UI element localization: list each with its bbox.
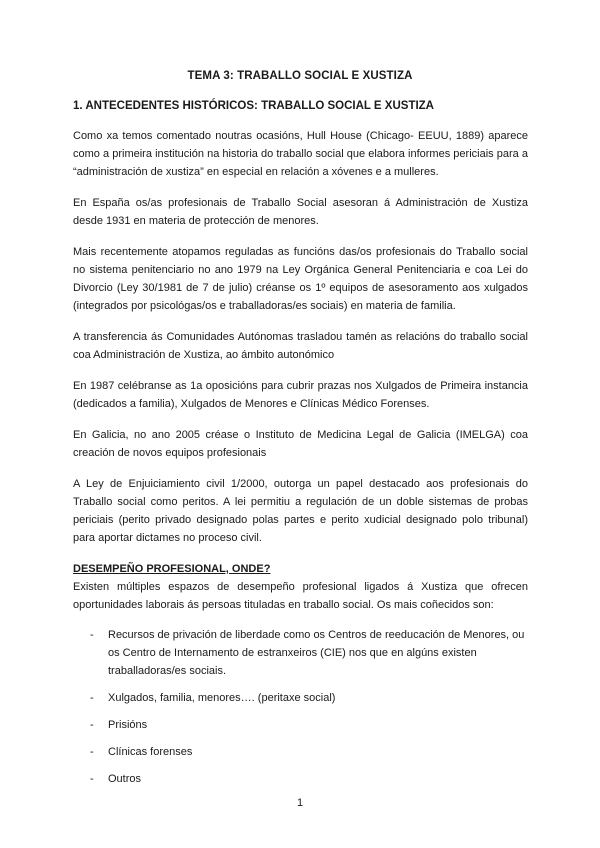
section-heading: 1. ANTECEDENTES HISTÓRICOS: TRABALLO SOCIAL E XUSTIZA — [73, 100, 434, 112]
paragraph-imelga: En Galicia, no ano 2005 créase o Instituto de Medicina Legal de Galicia (IMELGA) coa creación de novos equipos profesionais — [73, 429, 528, 459]
bullet-dash: - — [90, 692, 94, 704]
document-title: TEMA 3: TRABALLO SOCIAL E XUSTIZA — [187, 70, 413, 82]
list-item-text: Clínicas forenses — [108, 746, 193, 758]
list-item-text: Outros — [108, 773, 142, 785]
list-item — [73, 626, 528, 680]
list-item-text: Prisións — [108, 719, 148, 731]
workplace-list — [73, 626, 528, 788]
paragraph-penitenciario: Mais recentemente atopamos reguladas as funcións das/os profesionais do Traballo social no sistema penitenciario no ano 1979 na Ley Orgánica General Penitenciaria e coa Lei do Divorcio (Ley 30/1981 de 7 de julio) créanse os 1º equipos de asesoramento aos xulgados (integrados por psicológas/os e traballadoras/es sociais) en materia de familia. — [73, 246, 528, 312]
paragraph-espana-1931: En España os/as profesionais de Traballo Social asesoran á Administración de Xustiza desde 1931 en materia de protección de menores. — [73, 197, 528, 227]
subsection-heading: DESEMPEÑO PROFESIONAL, ONDE? — [73, 563, 271, 575]
list-item-text: Recursos de privación de liberdade como os Centros de reeducación de Menores, ou os Centro de Internamento de estranxeiros (CIE) nos que en algúns existen traballadoras/es sociais. — [108, 629, 525, 677]
page-number: 1 — [296, 797, 304, 809]
list-item — [73, 770, 528, 788]
paragraph-transferencia: A transferencia ás Comunidades Autónomas trasladou tamén as relacións do traballo social coa Administración de Xustiza, ao ámbito autonómico — [73, 331, 528, 361]
subsection-intro: Existen múltiples espazos de desempeño profesional ligados á Xustiza que ofrecen oportunidades laborais ás persoas tituladas en traballo social. Os mais coñecidos son: — [73, 581, 528, 611]
bullet-dash: - — [90, 773, 94, 785]
list-item — [73, 716, 528, 734]
paragraph-hull-house: Como xa temos comentado noutras ocasións, Hull House (Chicago- EEUU, 1889) aparece como a primeira institución na historia do traballo social que elabora informes periciais para a “administración de xustiza” en especial en relación a xóvenes e a mulleres. — [73, 130, 528, 178]
document-body — [73, 127, 528, 797]
bullet-dash: - — [90, 629, 94, 641]
list-item — [73, 743, 528, 761]
list-item — [73, 689, 528, 707]
list-item-text: Xulgados, familia, menores…. (peritaxe social) — [108, 692, 336, 704]
paragraph-oposicions-1987: En 1987 celébranse as 1a oposicións para cubrir prazas nos Xulgados de Primeira instancia (dedicados a familia), Xulgados de Menores e Clínicas Médico Forenses. — [73, 380, 528, 410]
bullet-dash: - — [90, 746, 94, 758]
bullet-dash: - — [90, 719, 94, 731]
paragraph-ley-enjuiciamiento: A Ley de Enjuiciamiento civil 1/2000, outorga un papel destacado aos profesionais do Traballo social como peritos. A lei permitiu a regulación de un doble sistemas de probas periciais (perito privado designado polas partes e perito xudicial designado polo tribunal) para aportar dictames no proceso civil. — [73, 478, 528, 544]
